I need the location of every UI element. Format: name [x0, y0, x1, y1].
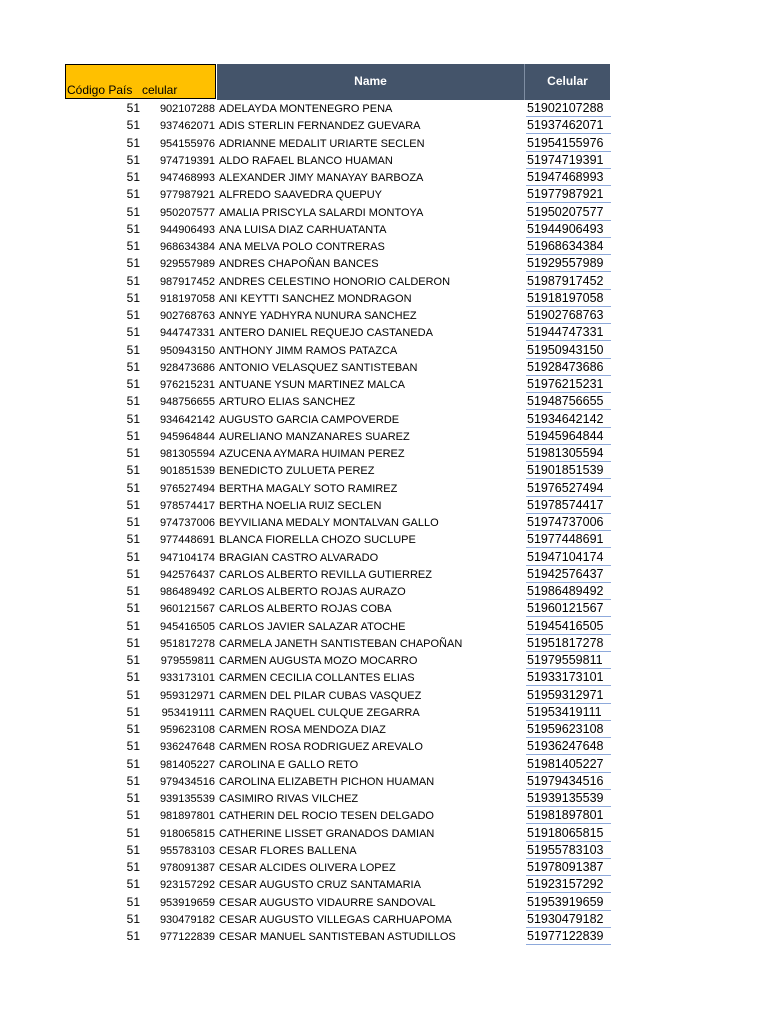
cell-celular[interactable]: 902768763	[159, 310, 215, 322]
cell-name[interactable]: ALEXANDER JIMY MANAYAY BARBOZA	[219, 172, 424, 184]
cell-celular-full[interactable]: 51959623108	[526, 722, 611, 738]
cell-country-code[interactable]: 51	[126, 290, 140, 305]
table-row	[65, 376, 611, 393]
cell-celular-full[interactable]: 51953919659	[526, 895, 611, 911]
cell-country-code[interactable]: 51	[126, 221, 140, 236]
cell-name[interactable]: ADRIANNE MEDALIT URIARTE SECLEN	[219, 137, 425, 150]
table-row	[65, 428, 611, 445]
cell-name[interactable]: CARMEN CECILIA COLLANTES ELIAS	[219, 672, 415, 685]
cell-celular-full[interactable]: 51987917452	[526, 274, 611, 290]
cell-country-code[interactable]: 51	[126, 394, 140, 409]
cell-name[interactable]: ADIS STERLIN FERNANDEZ GUEVARA	[219, 120, 421, 133]
cell-country-code[interactable]: 51	[126, 118, 140, 133]
cell-celular-full[interactable]: 51955783103	[526, 843, 611, 859]
cell-name[interactable]: ANTHONY JIMM RAMOS PATAZCA	[219, 344, 398, 357]
header-codigo-pais: Código País	[67, 83, 133, 97]
cell-celular-full[interactable]: 51947104174	[526, 550, 611, 566]
table-row	[65, 359, 611, 376]
table-row	[65, 342, 611, 359]
cell-celular-full[interactable]: 51902768763	[526, 308, 611, 324]
cell-country-code[interactable]: 51	[126, 825, 140, 840]
cell-country-code[interactable]: 51	[126, 377, 140, 391]
cell-name[interactable]: ALDO RAFAEL BLANCO HUAMAN	[219, 154, 393, 167]
table-row	[65, 928, 611, 945]
cell-name[interactable]: CARLOS ALBERTO ROJAS COBA	[219, 603, 392, 616]
cell-celular[interactable]: 953419111	[161, 706, 215, 719]
cell-celular[interactable]: 918065815	[159, 827, 215, 840]
cell-celular-full[interactable]: 51902107288	[526, 101, 611, 117]
cell-name[interactable]: AURELIANO MANZANARES SUAREZ	[219, 430, 410, 443]
table-row	[65, 290, 611, 307]
table-row	[65, 324, 611, 341]
cell-celular[interactable]: 939135539	[159, 793, 215, 805]
cell-name[interactable]: BENEDICTO ZULUETA PEREZ	[219, 465, 375, 478]
cell-country-code[interactable]: 51	[126, 497, 140, 512]
table-row	[65, 756, 611, 773]
cell-celular-full[interactable]: 51947468993	[526, 170, 611, 186]
table-row	[65, 859, 611, 876]
cell-celular-full[interactable]: 51981405227	[526, 757, 611, 773]
cell-country-code[interactable]: 51	[126, 101, 140, 115]
cell-country-code[interactable]: 51	[126, 584, 140, 598]
header-celular-full: Celular	[547, 74, 588, 88]
cell-celular[interactable]: 974719391	[159, 154, 215, 167]
table-row	[65, 273, 611, 290]
cell-celular[interactable]: 987917452	[159, 275, 215, 288]
table-row	[65, 618, 611, 635]
cell-celular-full[interactable]: 51944747331	[526, 325, 611, 341]
cell-celular[interactable]: 955783103	[159, 844, 215, 857]
cell-country-code[interactable]: 51	[126, 446, 140, 460]
cell-country-code[interactable]: 51	[126, 463, 140, 478]
cell-celular[interactable]: 977987921	[159, 189, 215, 202]
cell-celular[interactable]: 960121567	[159, 603, 215, 616]
cell-country-code[interactable]: 51	[126, 929, 140, 943]
cell-celular[interactable]: 981897801	[159, 810, 215, 823]
cell-celular-full[interactable]: 51979559811	[526, 653, 611, 669]
cell-name[interactable]: CASIMIRO RIVAS VILCHEZ	[219, 793, 359, 805]
cell-celular-full[interactable]: 51937462071	[526, 118, 611, 134]
cell-name[interactable]: CARMELA JANETH SANTISTEBAN CHAPOÑAN	[219, 637, 463, 650]
cell-celular[interactable]: 944906493	[159, 223, 215, 236]
cell-celular[interactable]: 923157292	[159, 879, 215, 892]
cell-celular[interactable]: 934642142	[159, 413, 215, 426]
table-row	[65, 514, 611, 531]
cell-celular-full[interactable]: 51978091387	[526, 860, 611, 876]
table-row	[65, 635, 611, 652]
cell-celular-full[interactable]: 51974737006	[526, 515, 611, 531]
cell-name[interactable]: CESAR AUGUSTO VILLEGAS CARHUAPOMA	[219, 913, 452, 926]
cell-country-code[interactable]: 51	[126, 635, 140, 650]
cell-country-code[interactable]: 51	[126, 204, 140, 219]
cell-name[interactable]: CARLOS ALBERTO REVILLA GUTIERREZ	[219, 568, 432, 581]
cell-celular-full[interactable]: 51930479182	[526, 912, 611, 928]
cell-celular-full[interactable]: 51977122839	[526, 929, 611, 945]
cell-celular[interactable]: 977122839	[159, 931, 215, 943]
cell-celular[interactable]: 947468993	[159, 172, 215, 184]
table-row	[65, 825, 611, 842]
cell-celular[interactable]: 954155976	[159, 137, 215, 150]
cell-celular[interactable]: 918197058	[159, 292, 215, 305]
cell-name[interactable]: CARLOS ALBERTO ROJAS AURAZO	[219, 586, 406, 598]
cell-celular[interactable]: 948756655	[159, 396, 215, 409]
table-row	[65, 600, 611, 617]
cell-name[interactable]: CATHERIN DEL ROCIO TESEN DELGADO	[219, 810, 434, 823]
cell-celular-full[interactable]: 51939135539	[526, 791, 611, 807]
cell-celular[interactable]: 986489492	[159, 586, 215, 598]
table-row	[65, 549, 611, 566]
cell-celular[interactable]: 950943150	[159, 344, 215, 357]
cell-celular-full[interactable]: 51918197058	[526, 291, 611, 307]
cell-celular-full[interactable]: 51923157292	[526, 877, 611, 893]
cell-name[interactable]: BRAGIAN CASTRO ALVARADO	[219, 551, 379, 564]
cell-celular-full[interactable]: 51974719391	[526, 153, 611, 169]
cell-country-code[interactable]: 51	[126, 687, 140, 702]
table-row	[65, 307, 611, 324]
table-row	[65, 411, 611, 428]
table-row	[65, 462, 611, 479]
table-row	[65, 807, 611, 824]
cell-name[interactable]: BERTHA MAGALY SOTO RAMIREZ	[219, 482, 398, 495]
cell-country-code[interactable]: 51	[126, 359, 140, 374]
table-row	[65, 842, 611, 859]
cell-name[interactable]: ANA LUISA DIAZ CARHUATANTA	[219, 223, 387, 236]
cell-celular[interactable]: 944747331	[159, 327, 215, 340]
table-row	[65, 669, 611, 686]
cell-country-code[interactable]: 51	[126, 325, 140, 340]
cell-country-code[interactable]: 51	[126, 308, 140, 322]
cell-celular-full[interactable]: 51968634384	[526, 239, 611, 255]
cell-celular[interactable]: 979434516	[159, 775, 215, 788]
table-row	[65, 238, 611, 255]
table-row	[65, 169, 611, 186]
cell-celular-full[interactable]: 51929557989	[526, 256, 611, 272]
cell-celular[interactable]: 974737006	[159, 517, 215, 529]
cell-country-code[interactable]: 51	[126, 532, 140, 547]
cell-celular-full[interactable]: 51977987921	[526, 187, 611, 203]
cell-country-code[interactable]: 51	[126, 653, 140, 667]
cell-celular[interactable]: 959623108	[159, 724, 215, 736]
cell-name[interactable]: ADELAYDA MONTENEGRO PENA	[219, 103, 393, 115]
table-row	[65, 221, 611, 238]
cell-country-code[interactable]: 51	[126, 187, 140, 202]
cell-celular[interactable]: 979559811	[160, 655, 215, 667]
table-row	[65, 721, 611, 738]
cell-country-code[interactable]: 51	[126, 860, 140, 874]
table-row	[65, 583, 611, 600]
cell-celular[interactable]: 947104174	[159, 551, 215, 564]
cell-celular[interactable]: 902107288	[159, 103, 215, 115]
table-row	[65, 566, 611, 583]
table-row	[65, 497, 611, 514]
header-celular: celular	[142, 83, 178, 97]
cell-celular-full[interactable]: 51933173101	[526, 670, 611, 686]
cell-celular[interactable]: 937462071	[159, 120, 215, 133]
cell-name[interactable]: ANDRES CHAPOÑAN BANCES	[219, 258, 379, 271]
cell-country-code[interactable]: 51	[126, 152, 140, 167]
cell-celular[interactable]: 976527494	[159, 482, 215, 495]
cell-name[interactable]: AZUCENA AYMARA HUIMAN PEREZ	[219, 448, 405, 460]
cell-country-code[interactable]: 51	[126, 239, 140, 253]
cell-country-code[interactable]: 51	[126, 756, 140, 771]
cell-name[interactable]: ANNYE YADHYRA NUNURA SANCHEZ	[219, 310, 417, 322]
table-row	[65, 876, 611, 893]
cell-name[interactable]: AUGUSTO GARCIA CAMPOVERDE	[219, 413, 400, 426]
cell-country-code[interactable]: 51	[126, 670, 140, 685]
cell-country-code[interactable]: 51	[126, 618, 140, 633]
table-row	[65, 687, 611, 704]
cell-country-code[interactable]: 51	[126, 704, 140, 719]
cell-celular-full[interactable]: 51936247648	[526, 739, 611, 755]
cell-name[interactable]: ANTUANE YSUN MARTINEZ MALCA	[219, 379, 406, 391]
header-name: Name	[354, 74, 387, 88]
cell-country-code[interactable]: 51	[126, 135, 140, 150]
table-row	[65, 773, 611, 790]
cell-name[interactable]: CARMEN ROSA RODRIGUEZ AREVALO	[219, 741, 423, 754]
cell-celular-full[interactable]: 51986489492	[526, 584, 611, 600]
table-row	[65, 393, 611, 410]
cell-name[interactable]: CARMEN DEL PILAR CUBAS VASQUEZ	[219, 689, 422, 702]
cell-name[interactable]: CARMEN ROSA MENDOZA DIAZ	[219, 724, 386, 736]
cell-country-code[interactable]: 51	[126, 342, 140, 357]
cell-country-code[interactable]: 51	[126, 739, 140, 754]
cell-celular-full[interactable]: 51976215231	[526, 377, 611, 393]
table-row	[65, 911, 611, 928]
table-row	[65, 531, 611, 548]
table-row	[65, 117, 611, 134]
table-row	[65, 738, 611, 755]
cell-celular-full[interactable]: 51960121567	[526, 601, 611, 617]
cell-name[interactable]: CESAR AUGUSTO CRUZ SANTAMARIA	[219, 879, 421, 892]
cell-country-code[interactable]: 51	[126, 549, 140, 564]
cell-celular[interactable]: 968634384	[159, 241, 215, 253]
cell-celular-full[interactable]: 51945416505	[526, 619, 611, 635]
cell-celular[interactable]: 936247648	[159, 741, 215, 754]
cell-celular[interactable]: 953919659	[159, 896, 215, 909]
cell-name[interactable]: CESAR MANUEL SANTISTEBAN ASTUDILLOS	[219, 931, 456, 943]
cell-celular[interactable]: 928473686	[159, 361, 215, 374]
cell-celular[interactable]: 950207577	[159, 206, 215, 219]
cell-celular[interactable]: 976215231	[159, 379, 215, 391]
cell-celular[interactable]: 981305594	[159, 448, 215, 460]
cell-country-code[interactable]: 51	[126, 411, 140, 426]
cell-celular[interactable]: 933173101	[159, 672, 215, 685]
cell-celular-full[interactable]: 51951817278	[526, 636, 611, 652]
cell-country-code[interactable]: 51	[126, 566, 140, 581]
cell-name[interactable]: CESAR AUGUSTO VIDAURRE SANDOVAL	[219, 896, 436, 909]
cell-celular[interactable]: 951817278	[159, 637, 215, 650]
cell-name[interactable]: CARMEN RAQUEL CULQUE ZEGARRA	[219, 706, 420, 719]
cell-celular-full[interactable]: 51954155976	[526, 136, 611, 152]
cell-country-code[interactable]: 51	[126, 515, 140, 529]
cell-country-code[interactable]: 51	[126, 170, 140, 184]
cell-country-code[interactable]: 51	[126, 273, 140, 288]
table-row	[65, 790, 611, 807]
cell-celular[interactable]: 978091387	[159, 862, 215, 874]
cell-celular-full[interactable]: 51977448691	[526, 532, 611, 548]
cell-celular[interactable]: 929557989	[159, 258, 215, 271]
cell-country-code[interactable]: 51	[126, 256, 140, 271]
table-row	[65, 204, 611, 221]
cell-name[interactable]: ANTERO DANIEL REQUEJO CASTANEDA	[219, 327, 433, 340]
cell-country-code[interactable]: 51	[126, 722, 140, 736]
cell-name[interactable]: CAROLINA E GALLO RETO	[219, 758, 359, 771]
cell-celular-full[interactable]: 51945964844	[526, 429, 611, 445]
cell-name[interactable]: ANI KEYTTI SANCHEZ MONDRAGON	[219, 292, 412, 305]
cell-name[interactable]: CARMEN AUGUSTA MOZO MOCARRO	[219, 655, 418, 667]
cell-celular-full[interactable]: 51950943150	[526, 343, 611, 359]
cell-celular[interactable]: 945964844	[159, 430, 215, 443]
cell-country-code[interactable]: 51	[126, 842, 140, 857]
cell-celular[interactable]: 901851539	[159, 465, 215, 478]
cell-name[interactable]: ARTURO ELIAS SANCHEZ	[219, 396, 356, 409]
cell-name[interactable]: ANDRES CELESTINO HONORIO CALDERON	[219, 275, 451, 288]
cell-celular-full[interactable]: 51944906493	[526, 222, 611, 238]
cell-name[interactable]: ALFREDO SAAVEDRA QUEPUY	[219, 189, 383, 202]
cell-celular[interactable]: 930479182	[159, 913, 215, 926]
table-body	[65, 100, 611, 945]
cell-celular-full[interactable]: 51948756655	[526, 394, 611, 410]
cell-name[interactable]: CESAR ALCIDES OLIVERA LOPEZ	[219, 862, 396, 874]
table-row	[65, 152, 611, 169]
cell-name[interactable]: BLANCA FIORELLA CHOZO SUCLUPE	[219, 534, 416, 547]
cell-celular-full[interactable]: 51981305594	[526, 446, 611, 462]
cell-name[interactable]: ANA MELVA POLO CONTRERAS	[219, 241, 385, 253]
cell-celular-full[interactable]: 51950207577	[526, 205, 611, 221]
cell-country-code[interactable]: 51	[126, 877, 140, 892]
table-row	[65, 894, 611, 911]
table-row	[65, 480, 611, 497]
cell-name[interactable]: CESAR FLORES BALLENA	[219, 844, 357, 857]
cell-celular[interactable]: 981405227	[159, 758, 215, 771]
cell-country-code[interactable]: 51	[126, 911, 140, 926]
cell-name[interactable]: CARLOS JAVIER SALAZAR ATOCHE	[219, 620, 406, 633]
table-row	[65, 652, 611, 669]
cell-celular-full[interactable]: 51953419111	[526, 705, 611, 721]
spreadsheet	[65, 64, 611, 943]
cell-celular-full[interactable]: 51978574417	[526, 498, 611, 514]
cell-celular-full[interactable]: 51976527494	[526, 481, 611, 497]
cell-name[interactable]: BEYVILIANA MEDALY MONTALVAN GALLO	[219, 517, 439, 529]
cell-celular[interactable]: 978574417	[159, 499, 215, 512]
table-row	[65, 100, 611, 117]
header-row	[65, 64, 611, 100]
cell-celular-full[interactable]: 51901851539	[526, 463, 611, 479]
cell-celular[interactable]: 959312971	[159, 689, 215, 702]
cell-name[interactable]: CATHERINE LISSET GRANADOS DAMIAN	[219, 827, 435, 840]
cell-celular-full[interactable]: 51934642142	[526, 412, 611, 428]
cell-country-code[interactable]: 51	[126, 773, 140, 788]
table-row	[65, 704, 611, 721]
table-row	[65, 255, 611, 272]
cell-name[interactable]: BERTHA NOELIA RUIZ SECLEN	[219, 499, 382, 512]
cell-celular-full[interactable]: 51918065815	[526, 826, 611, 842]
cell-country-code[interactable]: 51	[126, 480, 140, 495]
table-row	[65, 186, 611, 203]
cell-celular-full[interactable]: 51942576437	[526, 567, 611, 583]
cell-celular-full[interactable]: 51979434516	[526, 774, 611, 790]
cell-celular-full[interactable]: 51959312971	[526, 688, 611, 704]
cell-name[interactable]: AMALIA PRISCYLA SALARDI MONTOYA	[219, 206, 424, 219]
cell-country-code[interactable]: 51	[126, 894, 140, 909]
cell-celular[interactable]: 942576437	[159, 568, 215, 581]
cell-country-code[interactable]: 51	[126, 791, 140, 805]
cell-country-code[interactable]: 51	[126, 808, 140, 823]
table-row	[65, 135, 611, 152]
cell-celular[interactable]: 977448691	[159, 534, 215, 547]
table-row	[65, 445, 611, 462]
cell-celular[interactable]: 945416505	[159, 620, 215, 633]
cell-country-code[interactable]: 51	[126, 601, 140, 616]
cell-name[interactable]: ANTONIO VELASQUEZ SANTISTEBAN	[219, 361, 418, 374]
cell-country-code[interactable]: 51	[126, 428, 140, 443]
cell-celular-full[interactable]: 51981897801	[526, 808, 611, 824]
cell-name[interactable]: CAROLINA ELIZABETH PICHON HUAMAN	[219, 775, 435, 788]
cell-celular-full[interactable]: 51928473686	[526, 360, 611, 376]
